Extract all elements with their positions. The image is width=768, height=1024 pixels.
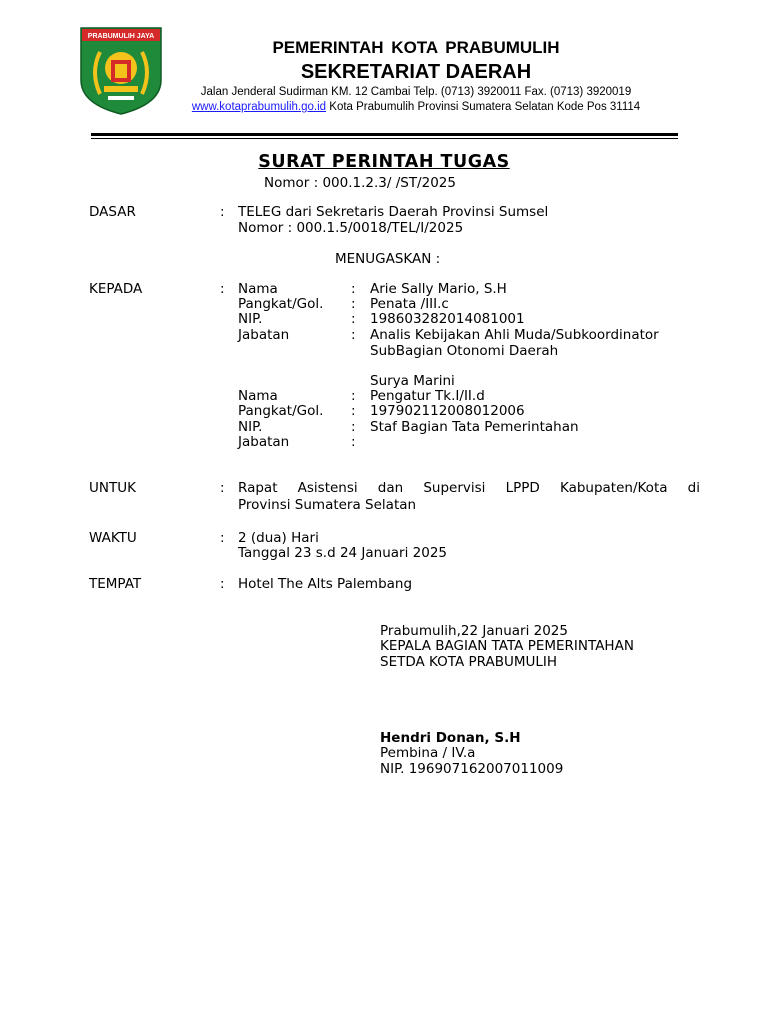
kepada-colon: : bbox=[220, 281, 225, 297]
signature-name: Hendri Donan, S.H bbox=[380, 730, 521, 746]
signature-position-2: SETDA KOTA PRABUMULIH bbox=[380, 654, 558, 670]
signature-rank: Pembina / IV.a bbox=[380, 745, 476, 761]
p1-nama-value: Arie Sally Mario, S.H bbox=[370, 281, 507, 297]
p1-pangkat-label: Pangkat/Gol. bbox=[238, 296, 324, 312]
p1-nama-colon: : bbox=[351, 281, 356, 297]
p2-pangkat-label: Pangkat/Gol. bbox=[238, 403, 324, 419]
signature-position-1: KEPALA BAGIAN TATA PEMERINTAHAN bbox=[380, 638, 634, 654]
header-divider-thick bbox=[91, 133, 678, 136]
tempat-value: Hotel The Alts Palembang bbox=[238, 576, 413, 592]
p1-nip-colon: : bbox=[351, 311, 356, 327]
header-address-line2 bbox=[166, 101, 666, 113]
website-link[interactable]: www.kotaprabumulih.go.id bbox=[191, 101, 327, 113]
header-government-name: PEMERINTAH KOTA PRABUMULIH bbox=[272, 38, 560, 57]
prabumulih-coat-of-arms-logo bbox=[78, 24, 164, 116]
kepada-label: KEPADA bbox=[89, 281, 143, 297]
dasar-colon: : bbox=[220, 204, 225, 220]
p1-nip-label: NIP. bbox=[238, 311, 263, 327]
p2-nip-value: 197902112008012006 bbox=[370, 403, 525, 419]
header-secretariat-name: SEKRETARIAT DAERAH bbox=[300, 61, 532, 83]
p1-nip-value: 198603282014081001 bbox=[370, 311, 525, 327]
p1-nama-label: Nama bbox=[238, 281, 278, 297]
signature-nip: NIP. 196907162007011009 bbox=[380, 761, 564, 777]
untuk-colon: : bbox=[220, 480, 225, 496]
dasar-line2: Nomor : 000.1.5/0018/TEL/I/2025 bbox=[238, 220, 464, 236]
p2-pangkat-value: Pengatur Tk.I/II.d bbox=[370, 388, 485, 404]
waktu-colon: : bbox=[220, 530, 225, 546]
menugaskan-heading: MENUGASKAN : bbox=[335, 251, 441, 267]
p2-jabatan-colon: : bbox=[351, 434, 356, 450]
p2-nama-label: Nama bbox=[238, 388, 278, 404]
p1-jabatan-label: Jabatan bbox=[238, 327, 290, 343]
header-divider-thin bbox=[91, 138, 678, 139]
logo-label: PRABUMULIH JAYA bbox=[87, 33, 155, 40]
p2-nama-colon: : bbox=[351, 388, 356, 404]
waktu-date: Tanggal 23 s.d 24 Januari 2025 bbox=[238, 545, 448, 561]
p1-jabatan-colon: : bbox=[351, 327, 356, 343]
untuk-line2: Provinsi Sumatera Selatan bbox=[238, 497, 417, 513]
p2-jabatan-label: Jabatan bbox=[238, 434, 290, 450]
p2-nip-label: NIP. bbox=[238, 419, 263, 435]
document-number: Nomor : 000.1.2.3/ /ST/2025 bbox=[264, 175, 456, 191]
p2-jabatan-value: Staf Bagian Tata Pemerintahan bbox=[370, 419, 579, 435]
p1-jabatan-line2: SubBagian Otonomi Daerah bbox=[370, 343, 559, 359]
tempat-colon: : bbox=[220, 576, 225, 592]
tempat-label: TEMPAT bbox=[89, 576, 142, 592]
untuk-label: UNTUK bbox=[89, 480, 136, 496]
p1-jabatan-line1: Analis Kebijakan Ahli Muda/Subkoordinator bbox=[370, 327, 659, 343]
header-address-city: Kota Prabumulih Provinsi Sumatera Selatan Kode Pos 31114 bbox=[326, 101, 641, 113]
document-title: SURAT PERINTAH TUGAS bbox=[258, 152, 510, 172]
p1-pangkat-value: Penata /III.c bbox=[370, 296, 449, 312]
header-address: Jalan Jenderal Sudirman KM. 12 Cambai Telp. (0713) 3920011 Fax. (0713) 3920019 bbox=[200, 86, 632, 98]
waktu-label: WAKTU bbox=[89, 530, 137, 546]
untuk-line1: Rapat Asistensi dan Supervisi LPPD Kabupaten/Kota di bbox=[238, 480, 700, 496]
p2-nama-value: Surya Marini bbox=[370, 373, 455, 389]
p2-pangkat-colon: : bbox=[351, 403, 356, 419]
waktu-duration: 2 (dua) Hari bbox=[238, 530, 319, 546]
p1-pangkat-colon: : bbox=[351, 296, 356, 312]
dasar-line1: TELEG dari Sekretaris Daerah Provinsi Sumsel bbox=[238, 204, 549, 220]
p2-nip-colon: : bbox=[351, 419, 356, 435]
signature-place-date: Prabumulih,22 Januari 2025 bbox=[380, 623, 568, 639]
dasar-label: DASAR bbox=[89, 204, 136, 220]
